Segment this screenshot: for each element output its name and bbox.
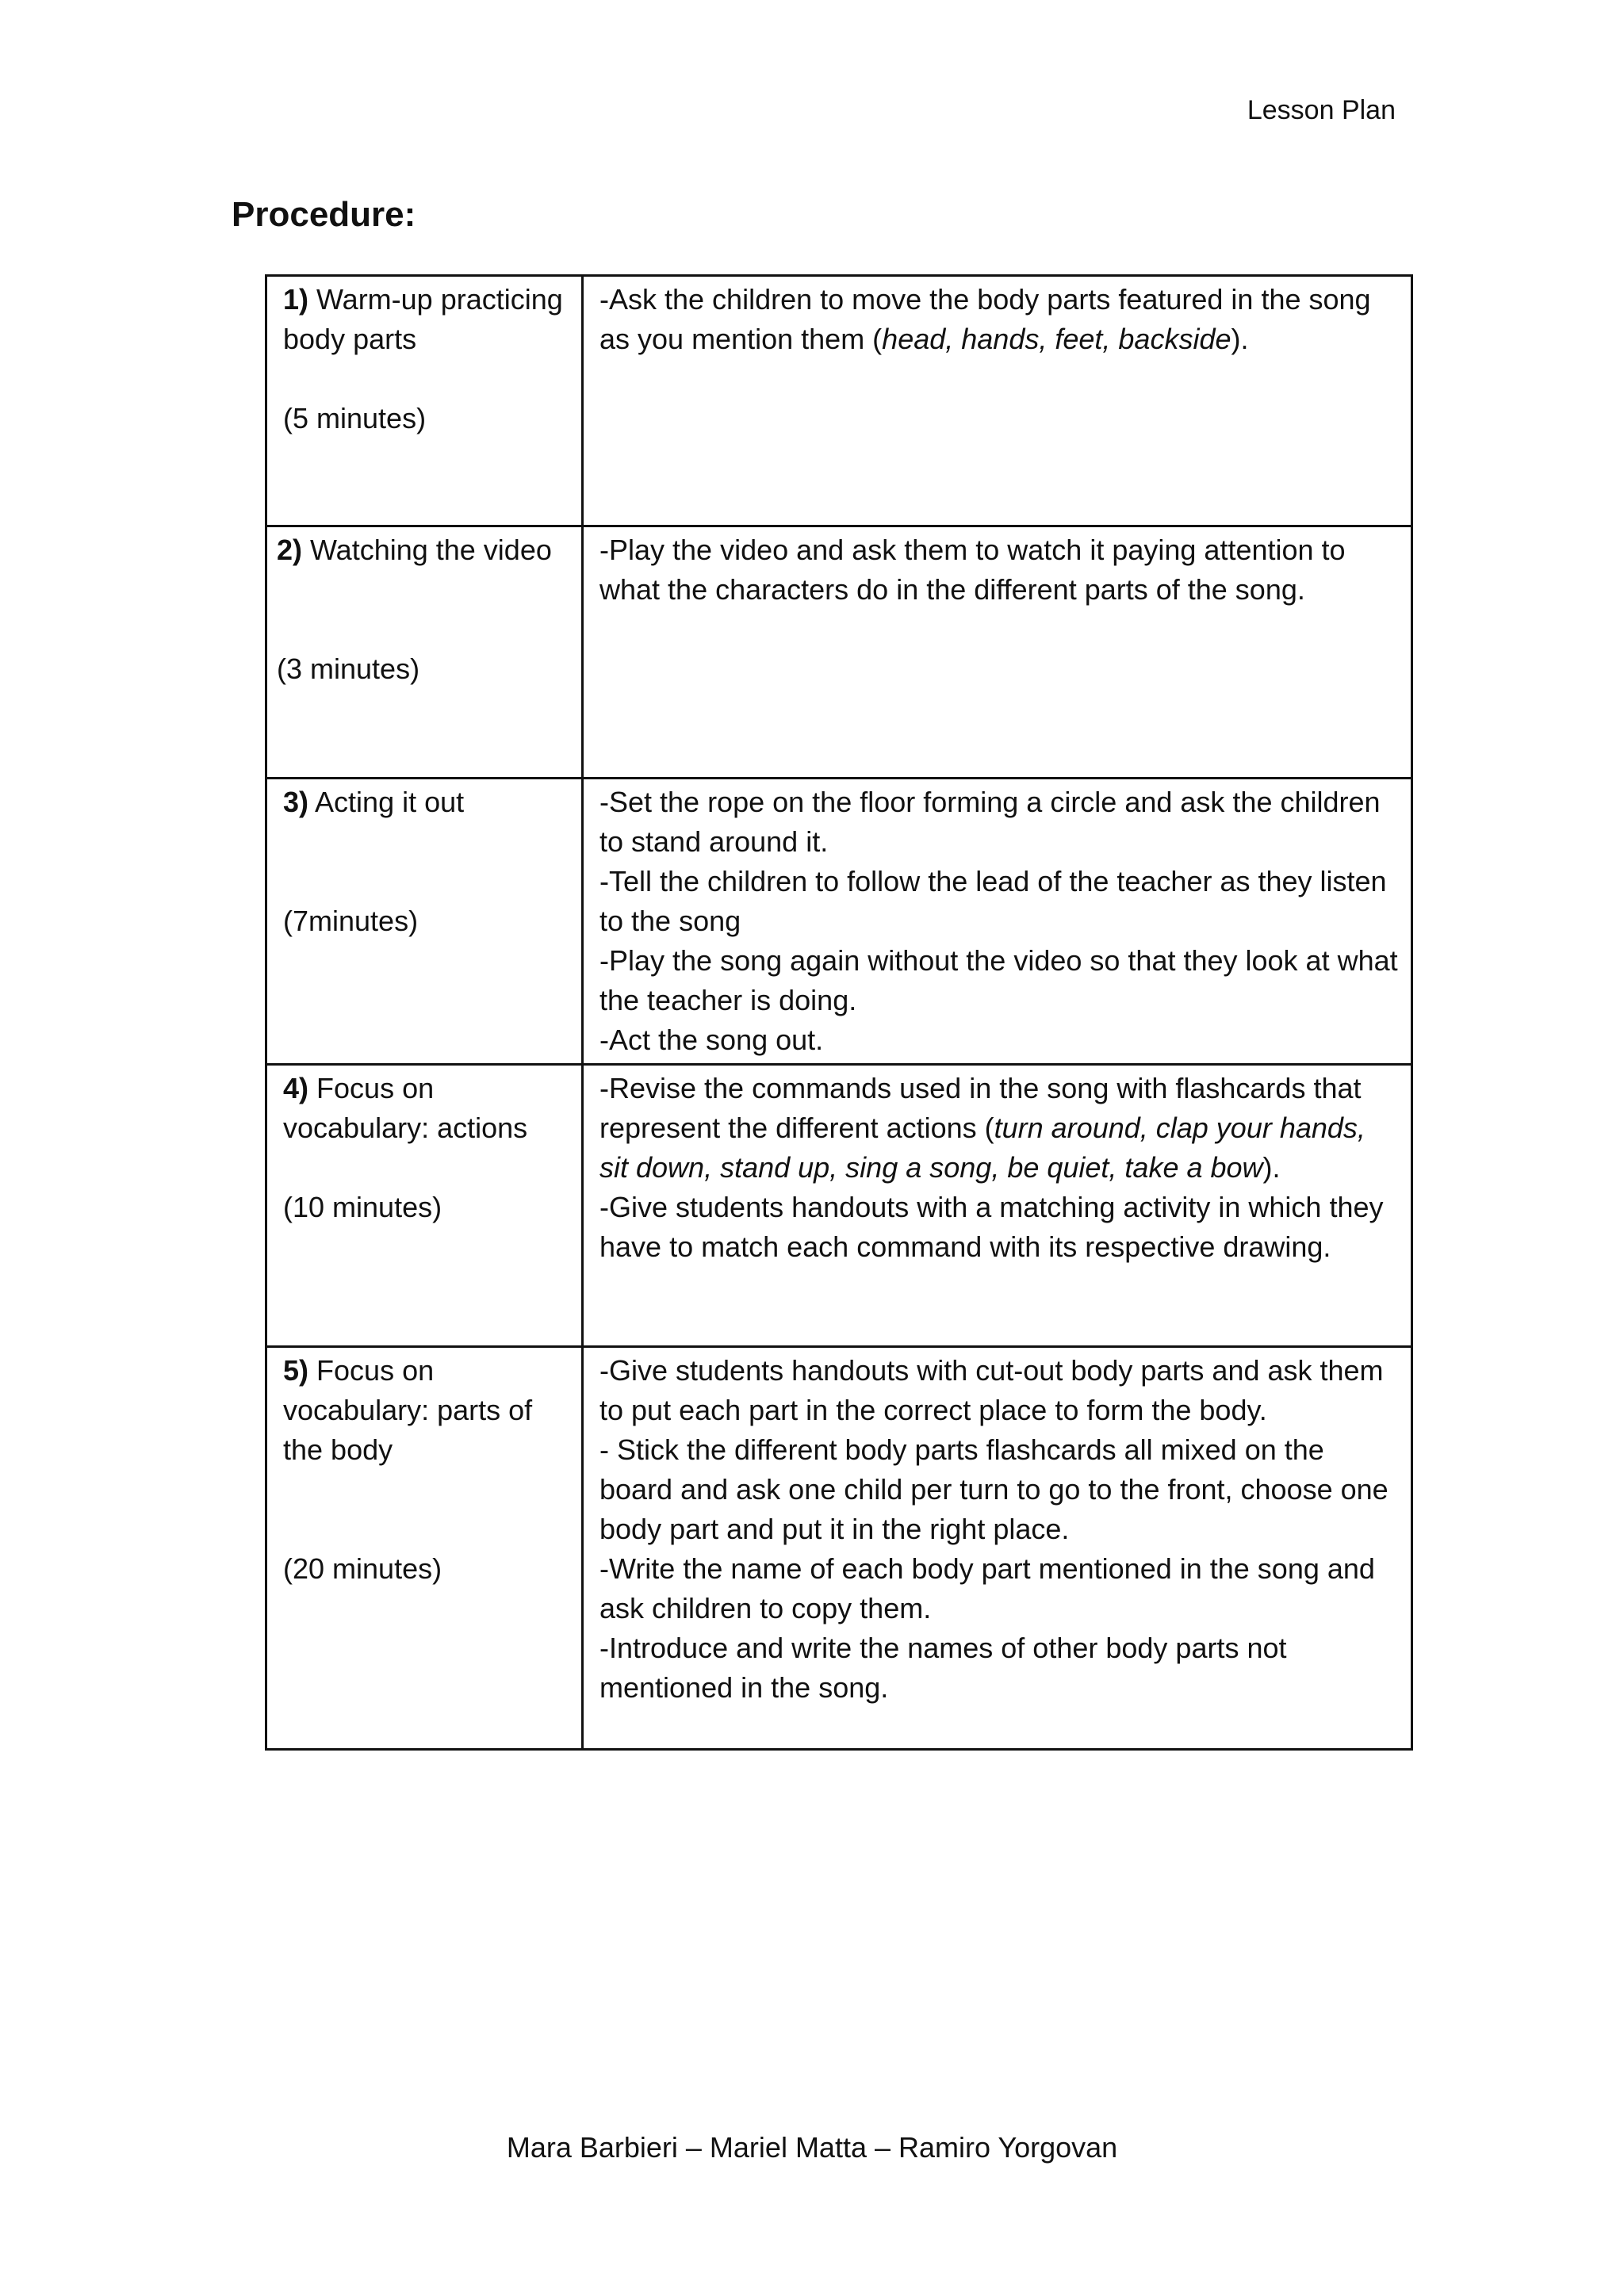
description-line: -Tell the children to follow the lead of the teacher as they listen to the song — [599, 865, 1387, 937]
header-document-title: Lesson Plan — [1247, 95, 1396, 125]
description-line: -Play the video and ask them to watch it paying attention to what the characters do in the different parts of the song. — [599, 534, 1346, 606]
text-run: -Revise the commands used in the song with flashcards that represent the different actions ( — [599, 1072, 1362, 1144]
step-time: (3 minutes) — [277, 652, 420, 685]
step-heading — [283, 1069, 569, 1148]
description-line: - Stick the different body parts flashcards all mixed on the board and ask one child per turn to go to the front, choose one body part and put it in the right place. — [599, 1433, 1388, 1545]
step-title: Watching the video — [310, 534, 552, 566]
table-row — [266, 526, 1412, 779]
table-row — [266, 1347, 1412, 1750]
description-line: -Write the name of each body part mentioned in the song and ask children to copy them. — [599, 1552, 1375, 1624]
step-heading — [277, 530, 569, 570]
step-time: (7minutes) — [283, 905, 419, 937]
step-number: 3) — [283, 786, 309, 818]
step-title: Acting it out — [315, 786, 465, 818]
step-heading — [283, 280, 569, 359]
section-title: Procedure: — [232, 195, 416, 234]
step-time: (5 minutes) — [283, 402, 427, 434]
footer-authors: Mara Barbieri – Mariel Matta – Ramiro Yorgovan — [506, 2131, 1118, 2164]
description-cell — [583, 1065, 1412, 1347]
step-cell — [266, 779, 583, 1065]
step-title: Focus on vocabulary: actions — [283, 1072, 528, 1144]
step-number: 5) — [283, 1354, 309, 1387]
description-cell — [583, 276, 1412, 526]
table-row — [266, 1065, 1412, 1347]
table-row — [266, 779, 1412, 1065]
table-row — [266, 276, 1412, 526]
step-time: (10 minutes) — [283, 1191, 442, 1223]
description-line — [599, 280, 1398, 359]
description-line: -Give students handouts with a matching activity in which they have to match each command with its respective drawing. — [599, 1191, 1384, 1263]
step-number: 1) — [283, 283, 309, 316]
step-number: 2) — [277, 534, 303, 566]
step-heading — [283, 1351, 569, 1470]
description-cell — [583, 526, 1412, 779]
step-time: (20 minutes) — [283, 1552, 442, 1585]
step-title: Warm-up practicing body parts — [283, 283, 563, 355]
text-run: ). — [1231, 323, 1249, 355]
description-cell — [583, 1347, 1412, 1750]
step-heading — [283, 783, 569, 822]
procedure-table — [265, 274, 1413, 1751]
description-line: -Play the song again without the video so that they look at what the teacher is doing. — [599, 944, 1398, 1016]
step-cell — [266, 276, 583, 526]
step-cell — [266, 1347, 583, 1750]
text-run: ). — [1262, 1151, 1281, 1184]
step-number: 4) — [283, 1072, 309, 1104]
step-cell — [266, 526, 583, 779]
text-run-italic: head, hands, feet, backside — [882, 323, 1231, 355]
description-cell — [583, 779, 1412, 1065]
step-title: Focus on vocabulary: parts of the body — [283, 1354, 533, 1466]
description-line — [599, 1069, 1398, 1188]
text-run: -Ask the children to move the body parts featured in the song as you mention them ( — [599, 283, 1371, 355]
description-line: -Act the song out. — [599, 1024, 824, 1056]
step-cell — [266, 1065, 583, 1347]
description-line: -Set the rope on the floor forming a circle and ask the children to stand around it. — [599, 786, 1381, 858]
text-run-italic: turn around, clap your hands, sit down, stand up, sing a song, be quiet, take a bow — [599, 1112, 1365, 1184]
description-line: -Introduce and write the names of other body parts not mentioned in the song. — [599, 1632, 1287, 1704]
description-line: -Give students handouts with cut-out body parts and ask them to put each part in the correct place to form the body. — [599, 1354, 1384, 1426]
